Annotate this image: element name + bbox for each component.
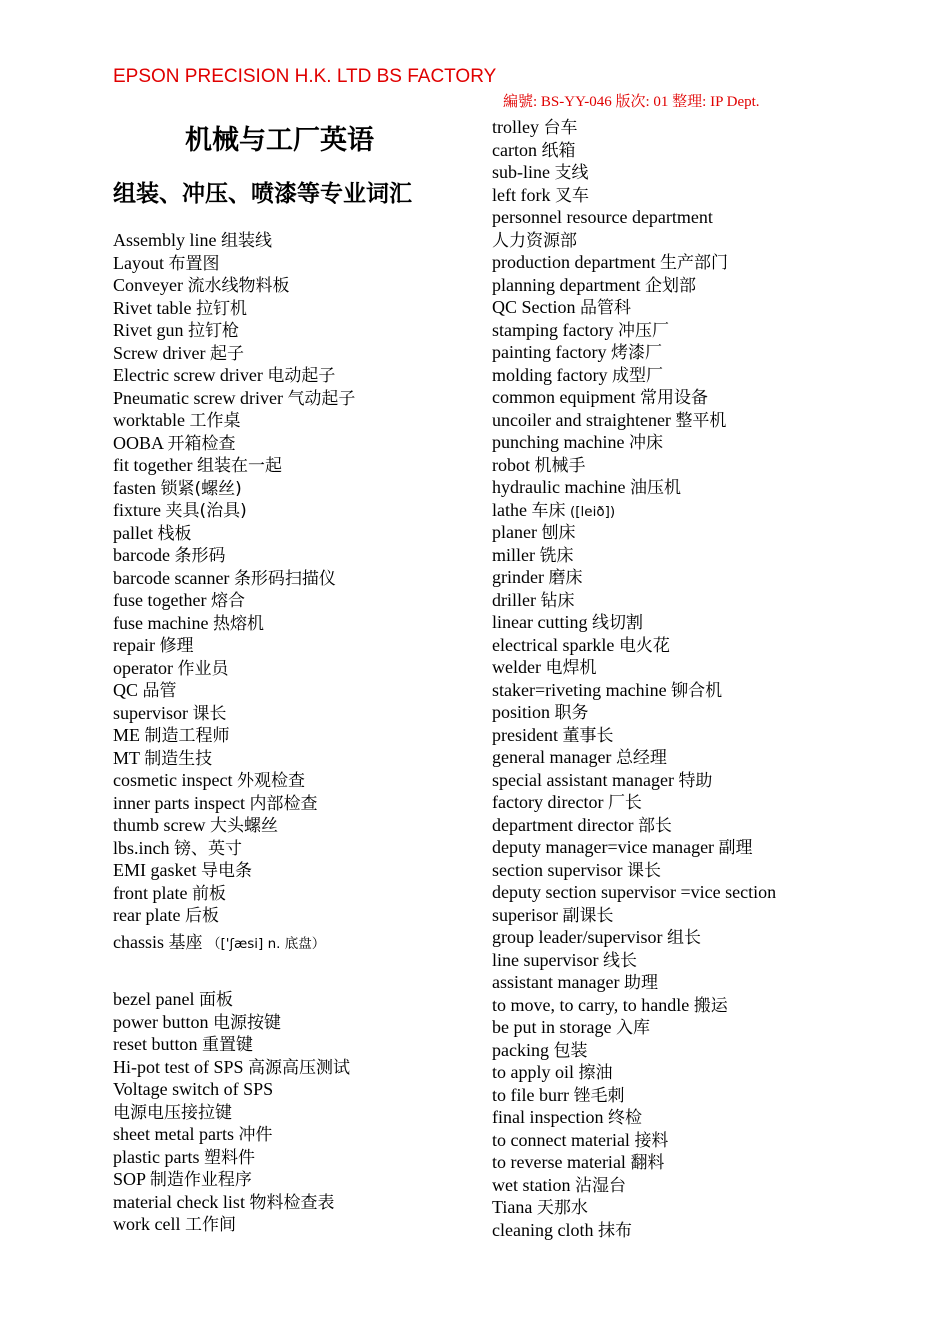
term-chinese: 副理 <box>718 838 753 858</box>
vocab-term <box>113 477 483 500</box>
term-chinese: 企划部 <box>644 275 696 296</box>
vocab-term <box>113 432 483 455</box>
term-english: factory director <box>492 792 604 812</box>
term-chinese: 物料检查表 <box>249 1192 335 1213</box>
term-english: sheet metal parts <box>113 1124 234 1144</box>
term-english: welder <box>492 657 541 677</box>
vocab-term <box>113 499 483 522</box>
term-english: material check list <box>113 1191 245 1212</box>
term-chinese: 前板 <box>191 883 226 904</box>
company-header: EPSON PRECISION H.K. LTD BS FACTORY <box>113 66 497 87</box>
vocab-term <box>492 566 932 589</box>
vocab-term <box>113 274 483 297</box>
term-english: superisor <box>492 904 558 925</box>
term-english: to reverse material <box>492 1152 626 1172</box>
term-english: Rivet gun <box>113 320 184 340</box>
term-english: personnel resource department <box>492 207 713 227</box>
term-english: production department <box>492 252 656 272</box>
vocab-term <box>113 1011 483 1034</box>
vocab-term <box>113 814 483 837</box>
term-chinese: 电动起子 <box>267 366 336 386</box>
term-english: staker=riveting machine <box>492 679 667 700</box>
term-english: fixture <box>113 500 161 520</box>
term-english: thumb screw <box>113 815 206 835</box>
vocab-term <box>492 296 932 319</box>
term-english: final inspection <box>492 1107 604 1127</box>
vocab-term <box>113 769 483 792</box>
term-chinese: 内部检查 <box>249 793 318 814</box>
vocab-term <box>113 702 483 725</box>
vocab-term <box>113 612 483 635</box>
term-english: fasten <box>113 477 156 498</box>
vocab-term <box>113 904 483 927</box>
term-chinese: 人力资源部 <box>492 230 577 251</box>
term-chinese: 车床 <box>531 500 566 521</box>
term-chinese: 流水线物料板 <box>187 276 290 296</box>
term-english: barcode <box>113 545 170 565</box>
term-english: deputy manager=vice manager <box>492 837 715 857</box>
term-chinese: 烤漆厂 <box>610 343 662 363</box>
term-english: Layout <box>113 252 164 273</box>
vocab-term <box>492 859 932 882</box>
vocab-term <box>492 319 932 342</box>
vocab-term <box>113 1123 483 1146</box>
vocab-term <box>113 1078 483 1101</box>
vocab-term <box>492 409 932 432</box>
term-english: department director <box>492 814 634 835</box>
vocab-term <box>113 792 483 815</box>
vocab-term <box>492 229 932 252</box>
term-chinese: 线长 <box>602 950 637 971</box>
vocab-term <box>113 544 483 567</box>
left-vocabulary-column <box>113 229 483 1236</box>
term-pronunciation: ([leið]) <box>569 503 616 520</box>
vocab-term <box>492 431 932 454</box>
term-chinese: 常用设备 <box>639 388 708 408</box>
term-english: QC Section <box>492 297 576 317</box>
term-english: section supervisor <box>492 859 623 880</box>
term-chinese: 导电条 <box>200 861 252 881</box>
term-english: line supervisor <box>492 949 599 970</box>
term-english: be put in storage <box>492 1017 612 1037</box>
vocab-term <box>113 567 483 590</box>
term-english: fuse together <box>113 590 207 610</box>
vocab-term <box>492 116 932 139</box>
term-english: driller <box>492 589 536 610</box>
term-chinese: 条形码扫描仪 <box>233 568 336 589</box>
term-chinese: 基座 <box>168 932 203 953</box>
vocab-term <box>492 184 932 207</box>
vocab-term <box>492 1219 932 1242</box>
term-chinese: 入库 <box>615 1018 650 1038</box>
term-english: cleaning cloth <box>492 1219 594 1240</box>
term-english: Pneumatic screw driver <box>113 387 283 408</box>
term-english: left fork <box>492 184 551 205</box>
term-chinese: 工作桌 <box>189 411 241 431</box>
term-english: Tiana <box>492 1197 533 1217</box>
vocab-term <box>492 634 932 657</box>
vocab-term <box>113 837 483 860</box>
term-english: Rivet table <box>113 297 192 318</box>
vocab-term <box>113 953 483 988</box>
term-english: MT <box>113 747 140 768</box>
term-chinese: 冲床 <box>628 433 663 453</box>
term-chinese: 终检 <box>607 1108 642 1128</box>
term-chinese: 台车 <box>543 118 578 138</box>
vocab-term <box>113 229 483 252</box>
term-english: packing <box>492 1039 549 1060</box>
vocab-term <box>113 387 483 410</box>
vocab-term <box>113 1033 483 1056</box>
term-english: front plate <box>113 882 188 903</box>
term-chinese: 外观检查 <box>236 771 305 791</box>
term-english: to move, to carry, to handle <box>492 994 690 1015</box>
term-chinese: 助理 <box>623 973 658 993</box>
page-subtitle: 组装、冲压、喷漆等专业词汇 <box>113 181 412 207</box>
vocab-term <box>113 409 483 432</box>
term-chinese: 热熔机 <box>212 613 264 634</box>
term-chinese: 塑料件 <box>203 1147 255 1168</box>
term-english: planer <box>492 522 537 542</box>
term-english: punching machine <box>492 432 625 452</box>
term-chinese: 擦油 <box>578 1063 613 1083</box>
term-english: Electric screw driver <box>113 365 263 385</box>
term-english: Conveyer <box>113 275 183 295</box>
vocab-term <box>492 1196 932 1219</box>
term-chinese: 制造生技 <box>144 748 213 769</box>
term-english: fit together <box>113 455 193 475</box>
term-english: supervisor <box>113 702 188 723</box>
vocab-term <box>113 1146 483 1169</box>
vocab-term <box>113 252 483 275</box>
term-chinese: 电焊机 <box>545 658 597 678</box>
term-chinese: 拉钉枪 <box>188 321 239 341</box>
vocab-term <box>492 679 932 702</box>
term-english: power button <box>113 1011 209 1032</box>
term-chinese: 大头螺丝 <box>209 816 278 836</box>
term-pronunciation: （['ʃæsi] n. 底盘） <box>207 935 326 952</box>
vocab-term <box>113 522 483 545</box>
vocab-term <box>492 1129 932 1152</box>
term-chinese: 组装在一起 <box>196 456 282 476</box>
vocab-term <box>492 994 932 1017</box>
term-chinese: 开箱检查 <box>167 433 236 454</box>
vocab-term <box>492 814 932 837</box>
term-english: ME <box>113 725 140 745</box>
vocab-term <box>492 656 932 679</box>
vocab-term <box>492 161 932 184</box>
vocab-term <box>492 1106 932 1129</box>
vocab-term <box>113 988 483 1011</box>
term-chinese: 气动起子 <box>287 388 356 409</box>
vocab-term <box>113 724 483 747</box>
term-english: sub-line <box>492 162 550 182</box>
term-chinese: 机械手 <box>534 455 586 476</box>
term-chinese: 修理 <box>159 636 194 656</box>
term-english: bezel panel <box>113 989 195 1009</box>
vocab-term <box>113 747 483 770</box>
term-chinese: 叉车 <box>554 185 589 206</box>
term-chinese: 品管 <box>142 681 177 701</box>
term-english: to connect material <box>492 1129 630 1150</box>
term-english: cosmetic inspect <box>113 770 233 790</box>
term-chinese: 起子 <box>209 343 244 364</box>
vocab-term <box>492 386 932 409</box>
term-chinese: 布置图 <box>168 253 220 274</box>
term-english: planning department <box>492 274 641 295</box>
term-chinese: 磨床 <box>548 568 583 588</box>
term-chinese: 组装线 <box>221 231 272 251</box>
vocab-term <box>492 274 932 297</box>
term-chinese: 电源电压接拉键 <box>113 1102 232 1123</box>
term-chinese: 抹布 <box>597 1220 632 1241</box>
term-english: OOBA <box>113 432 164 453</box>
term-chinese: 课长 <box>626 860 661 881</box>
term-chinese: 面板 <box>198 990 233 1010</box>
term-chinese: 镑、英寸 <box>174 838 242 859</box>
vocab-term <box>492 1016 932 1039</box>
term-english: electrical sparkle <box>492 634 615 655</box>
vocab-term <box>113 1213 483 1236</box>
vocab-term <box>492 1061 932 1084</box>
term-english: lbs.inch <box>113 837 170 858</box>
term-chinese: 熔合 <box>210 591 245 611</box>
term-chinese: 成型厂 <box>611 365 663 386</box>
term-chinese: 总经理 <box>615 748 667 768</box>
term-chinese: 重置键 <box>201 1035 253 1055</box>
term-chinese: 电源按键 <box>212 1012 281 1033</box>
term-english: work cell <box>113 1214 181 1234</box>
term-chinese: 纸箱 <box>541 140 576 161</box>
term-chinese: 锉毛刺 <box>573 1085 625 1106</box>
term-english: Voltage switch of SPS <box>113 1079 274 1099</box>
term-chinese: 油压机 <box>629 478 681 498</box>
term-english: repair <box>113 635 155 655</box>
term-english: trolley <box>492 117 539 137</box>
vocab-term <box>492 949 932 972</box>
vocab-term <box>113 364 483 387</box>
term-english: operator <box>113 657 173 678</box>
term-chinese: 高源高压测试 <box>248 1057 351 1078</box>
vocab-term <box>113 1056 483 1079</box>
term-english: miller <box>492 544 535 565</box>
term-english: reset button <box>113 1034 198 1054</box>
term-chinese: 沾湿台 <box>575 1175 626 1196</box>
vocab-term <box>492 791 932 814</box>
term-chinese: 锁紧(螺丝) <box>160 478 242 499</box>
vocab-term <box>113 679 483 702</box>
term-chinese: 钻床 <box>540 590 575 611</box>
vocab-term <box>113 1168 483 1191</box>
term-chinese: 翻料 <box>630 1153 665 1173</box>
vocab-term <box>113 589 483 612</box>
term-english: grinder <box>492 567 544 587</box>
term-chinese: 部长 <box>637 815 672 836</box>
vocab-term <box>492 589 932 612</box>
term-chinese: 后板 <box>184 906 219 926</box>
term-chinese: 接料 <box>634 1130 669 1151</box>
term-chinese: 线切割 <box>591 613 643 633</box>
term-english: SOP <box>113 1169 146 1189</box>
term-chinese: 整平机 <box>675 410 727 431</box>
vocab-term <box>492 1084 932 1107</box>
vocab-term <box>492 881 932 904</box>
vocab-term <box>113 882 483 905</box>
vocab-term <box>492 454 932 477</box>
vocab-term <box>492 544 932 567</box>
vocab-term <box>492 971 932 994</box>
term-chinese: 栈板 <box>157 523 192 544</box>
term-chinese: 董事长 <box>562 725 614 746</box>
vocab-term <box>492 476 932 499</box>
term-chinese: 厂长 <box>607 793 642 813</box>
term-english: general manager <box>492 747 612 767</box>
vocab-term <box>492 904 932 927</box>
term-chinese: 冲压厂 <box>617 320 669 341</box>
term-chinese: 作业员 <box>177 658 229 679</box>
term-english: fuse machine <box>113 612 209 633</box>
vocab-term <box>492 251 932 274</box>
vocab-term <box>113 319 483 342</box>
vocab-term <box>492 1174 932 1197</box>
term-chinese: 铣床 <box>539 545 574 566</box>
term-chinese: 生产部门 <box>659 253 728 273</box>
term-english: to apply oil <box>492 1062 574 1082</box>
term-english: wet station <box>492 1174 571 1195</box>
term-chinese: 冲件 <box>238 1125 273 1145</box>
term-english: EMI gasket <box>113 860 197 880</box>
vocab-term <box>492 1039 932 1062</box>
term-english: rear plate <box>113 905 181 925</box>
vocab-term <box>113 454 483 477</box>
term-chinese: 课长 <box>192 703 227 724</box>
vocab-term <box>113 297 483 320</box>
term-english: stamping factory <box>492 319 614 340</box>
term-chinese: 支线 <box>554 163 589 183</box>
term-english: hydraulic machine <box>492 477 626 497</box>
term-english: worktable <box>113 410 185 430</box>
term-chinese: 条形码 <box>174 546 226 566</box>
vocab-term <box>492 701 932 724</box>
term-chinese: 天那水 <box>536 1198 588 1218</box>
vocab-term <box>492 341 932 364</box>
vocab-term <box>492 139 932 162</box>
term-english: barcode scanner <box>113 567 230 588</box>
term-chinese: 特助 <box>678 770 713 791</box>
vocab-term <box>492 499 932 522</box>
vocab-term <box>113 657 483 680</box>
term-english: common equipment <box>492 387 636 407</box>
term-english: special assistant manager <box>492 769 674 790</box>
term-chinese: 铆合机 <box>671 680 723 701</box>
term-chinese: 品管科 <box>580 298 631 318</box>
term-english: chassis <box>113 931 164 952</box>
vocab-term <box>492 206 932 229</box>
term-chinese: 副课长 <box>562 905 614 926</box>
term-english: deputy section supervisor =vice section <box>492 882 777 902</box>
vocab-term <box>492 1151 932 1174</box>
term-english: president <box>492 724 558 745</box>
term-english: uncoiler and straightener <box>492 409 671 430</box>
vocab-term <box>492 611 932 634</box>
term-chinese: 制造工程师 <box>144 726 230 746</box>
page-title: 机械与工厂英语 <box>185 125 374 156</box>
term-english: carton <box>492 139 537 160</box>
term-english: Screw driver <box>113 342 206 363</box>
term-english: Assembly line <box>113 230 217 250</box>
term-english: inner parts inspect <box>113 792 245 813</box>
term-english: assistant manager <box>492 972 620 992</box>
term-english: to file burr <box>492 1084 569 1105</box>
term-chinese: 刨床 <box>541 523 576 543</box>
vocab-term <box>113 634 483 657</box>
term-chinese: 制造作业程序 <box>149 1170 252 1190</box>
term-chinese: 电火花 <box>618 635 670 656</box>
term-chinese: 夹具(治具) <box>165 501 247 521</box>
term-english: plastic parts <box>113 1146 200 1167</box>
vocab-term <box>113 1101 483 1124</box>
term-chinese: 搬运 <box>693 995 728 1016</box>
term-english: painting factory <box>492 342 607 362</box>
term-chinese: 组长 <box>666 928 701 948</box>
vocab-term <box>113 931 483 954</box>
vocab-term <box>492 836 932 859</box>
vocab-term <box>492 769 932 792</box>
vocab-term <box>492 746 932 769</box>
term-english: position <box>492 702 551 722</box>
term-chinese: 工作间 <box>184 1215 236 1235</box>
term-chinese: 职务 <box>554 703 589 723</box>
term-english: QC <box>113 680 139 700</box>
term-english: Hi-pot test of SPS <box>113 1056 244 1077</box>
term-english: pallet <box>113 522 153 543</box>
vocab-term <box>113 1191 483 1214</box>
right-vocabulary-column <box>492 116 932 1241</box>
vocab-term <box>492 724 932 747</box>
term-chinese: 拉钉机 <box>195 298 247 319</box>
term-english: linear cutting <box>492 612 588 632</box>
vocab-term <box>492 364 932 387</box>
term-chinese: 包装 <box>553 1040 588 1061</box>
term-english: robot <box>492 454 530 475</box>
term-english: lathe <box>492 499 527 520</box>
term-english: molding factory <box>492 364 608 385</box>
vocab-term <box>113 859 483 882</box>
document-info: 編號: BS-YY-046 版次: 01 整理: IP Dept. <box>503 94 760 110</box>
term-english: group leader/supervisor <box>492 927 663 947</box>
vocab-term <box>492 926 932 949</box>
vocab-term <box>492 521 932 544</box>
vocab-term <box>113 342 483 365</box>
